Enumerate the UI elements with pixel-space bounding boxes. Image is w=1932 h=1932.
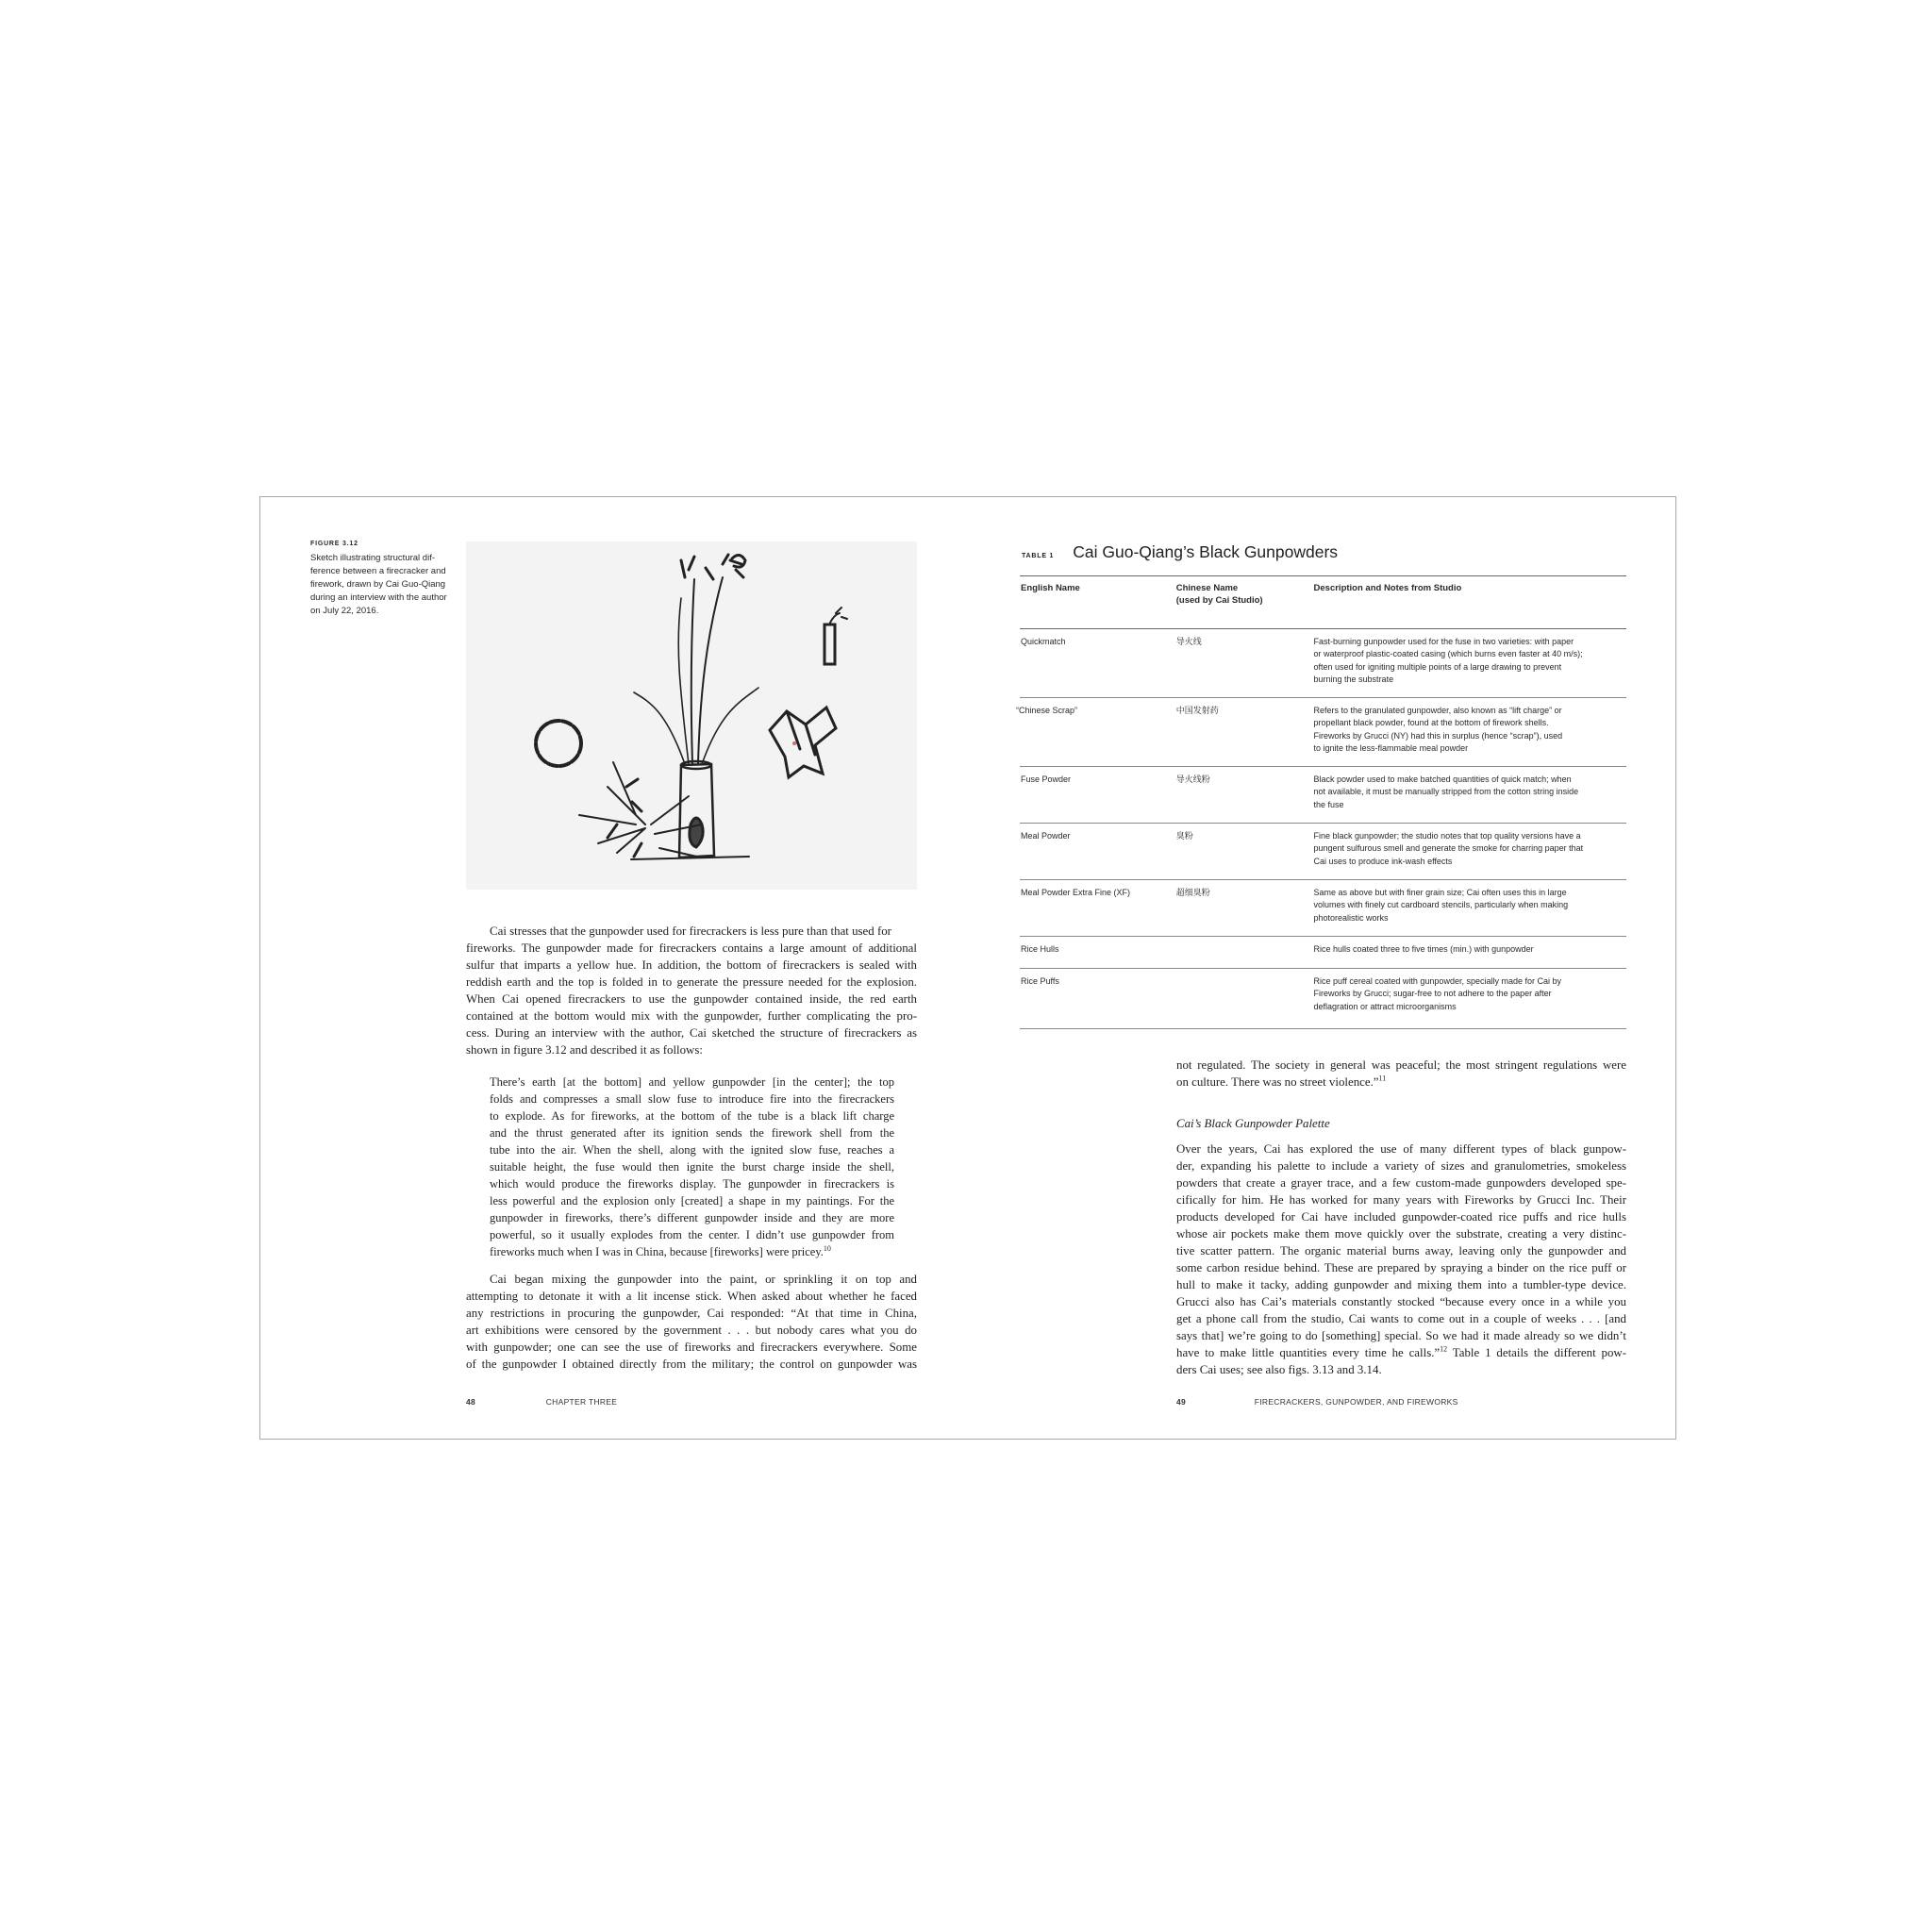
table-row xyxy=(1020,767,1626,824)
running-head: FIRECRACKERS, GUNPOWDER, AND FIREWORKS xyxy=(1254,1397,1458,1407)
text-line: reddish earth and the top is folded in to generate the pressure needed for the explosion. xyxy=(466,975,917,989)
english-name: Meal Powder xyxy=(1021,831,1071,841)
table-row xyxy=(1016,698,1626,767)
english-name: Quickmatch xyxy=(1021,637,1066,646)
text-line: fireworks. The gunpowder made for firecrackers contains a large amount of additional xyxy=(466,941,917,955)
text-line: art exhibitions were censored by the government . . . but nobody cares what you do xyxy=(466,1324,917,1337)
quote-line: suitable height, the fuse would then ignite the burst charge inside the shell, xyxy=(490,1160,894,1174)
chinese-name: 导火线粉 xyxy=(1175,774,1210,784)
text-line: cifically for him. He has worked for many years with Fireworks by Grucci Inc. Their xyxy=(1176,1193,1626,1207)
text-line: have to make little quantities every time he calls.” xyxy=(1176,1346,1441,1359)
table-label: TABLE 1 xyxy=(1022,553,1055,559)
text-line: ders Cai uses; see also figs. 3.13 and 3.14. xyxy=(1176,1363,1382,1376)
text-line: says that] we’re going to do [something] special. So we had it made already so we didn’t xyxy=(1176,1329,1626,1342)
text-line: Over the years, Cai has explored the use of many different types of black gunpow- xyxy=(1176,1142,1626,1156)
english-name: Rice Puffs xyxy=(1021,976,1059,986)
notes: Fine black gunpowder; the studio notes that top quality versions have a pungent sulfurous smell and generate the smoke for charring paper that Cai uses to produce ink-wash effects xyxy=(1313,831,1584,866)
column-header: English Name xyxy=(1021,583,1080,593)
text-line: contained at the bottom would mix with the gunpowder, further complicating the pro- xyxy=(466,1009,917,1023)
chinese-name: 中国发射药 xyxy=(1175,706,1219,715)
english-name: Meal Powder Extra Fine (XF) xyxy=(1021,888,1131,897)
english-name: Rice Hulls xyxy=(1021,944,1059,954)
text-line: Table 1 details the different pow- xyxy=(1447,1346,1627,1359)
gunpowder-table xyxy=(1016,575,1626,1029)
text-line: powders that create a grayer trace, and a few custom-made gunpowders developed spe- xyxy=(1176,1176,1626,1190)
caption-line: firework, drawn by Cai Guo-Qiang xyxy=(310,579,446,590)
quote-line: gunpowder in fireworks, there’s different gunpowder inside and they are more xyxy=(490,1211,894,1224)
text-line: cess. During an interview with the author, Cai sketched the structure of firecrackers as xyxy=(466,1026,917,1040)
sketch-drawing xyxy=(466,541,917,890)
table-row xyxy=(1020,969,1626,1029)
text-line: get a phone call from the studio, Cai wants to come out in a couple of weeks . . . [and xyxy=(1176,1312,1626,1325)
table-row xyxy=(1020,629,1626,698)
page-number: 48 xyxy=(466,1397,476,1407)
body-paragraph-2 xyxy=(466,1271,917,1373)
quote-line: tube into the air. When the shell, along with the ignited slow fuse, reaches a xyxy=(490,1143,894,1157)
table-row xyxy=(1020,824,1626,880)
text-line: attempting to detonate it with a lit incense stick. When asked about whether he faced xyxy=(466,1290,917,1303)
text-line: hull to make it tacky, adding gunpowder and mixing them into a tumbler-type device. xyxy=(1176,1278,1626,1291)
column-header: Chinese Name (used by Cai Studio) xyxy=(1175,583,1263,606)
text-line: Grucci also has Cai’s materials constantly stocked “because every once in a while you xyxy=(1176,1295,1626,1308)
notes: Same as above but with finer grain size; Cai often uses this in large volumes with finely cut cardboard stencils, particularly when making photorealistic works xyxy=(1313,888,1569,923)
text-line: not regulated. The society in general was peaceful; the most stringent regulations were xyxy=(1176,1058,1626,1072)
table-header-row xyxy=(1020,575,1626,629)
text-line: any restrictions in procuring the gunpowder, Cai responded: “At that time in China, xyxy=(466,1307,917,1320)
palette-paragraph xyxy=(1176,1141,1626,1378)
table-heading xyxy=(1022,542,1338,562)
text-line: whose air pockets make them move quickly over the substrate, creating a very distinc- xyxy=(1176,1227,1626,1241)
text-line: sulfur that imparts a yellow hue. In addition, the bottom of firecrackers is sealed with xyxy=(466,958,917,972)
section-subhead: Cai’s Black Gunpowder Palette xyxy=(1176,1117,1330,1130)
quote-line: and the thrust generated after its ignition sends the firework shell from the xyxy=(490,1126,894,1140)
footnote-ref: 10 xyxy=(823,1243,831,1253)
footnote-ref: 12 xyxy=(1440,1344,1448,1354)
caption-line: ference between a firecracker and xyxy=(310,566,446,576)
firecracker-sketch-image xyxy=(466,541,917,890)
quote-line: There’s earth [at the bottom] and yellow gunpowder [in the center]; the top xyxy=(490,1075,894,1089)
notes: Rice puff cereal coated with gunpowder, specially made for Cai by Fireworks by Grucci; sugar-free to not adhere to the paper after deflagration or attract microorganisms xyxy=(1313,976,1561,1011)
text-line: When Cai opened firecrackers to use the gunpowder contained inside, the red earth xyxy=(466,992,917,1006)
quote-line: which would produce the fireworks display. The gunpowder in firecrackers is xyxy=(490,1177,894,1191)
english-name: “Chinese Scrap” xyxy=(1016,706,1078,715)
notes: Fast-burning gunpowder used for the fuse in two varieties: with paper or waterproof plastic-coated casing (which burns even faster at 40 m/s); often used for igniting multiple points of a large drawing to prevent burning the substrate xyxy=(1313,637,1583,684)
quote-line: fireworks much when I was in China, because [fireworks] were pricey. xyxy=(490,1245,824,1258)
footnote-ref: 11 xyxy=(1378,1074,1387,1083)
table-row xyxy=(1020,937,1626,969)
notes: Rice hulls coated three to five times (min.) with gunpowder xyxy=(1313,944,1534,954)
text-line: with gunpowder; one can see the use of fireworks and firecrackers everywhere. Some xyxy=(466,1341,917,1354)
chinese-name xyxy=(1176,975,1314,1028)
text-line: shown in figure 3.12 and described it as follows: xyxy=(466,1043,703,1057)
notes: Refers to the granulated gunpowder, also known as “lift charge” or propellant black powder, found at the bottom of firework shells. Fireworks by Grucci (NY) had this in surplus (hence “scrap”), used to ignite the less-flammable meal powder xyxy=(1313,706,1563,753)
table-row xyxy=(1020,880,1626,937)
text-line: products developed for Cai have included gunpowder-coated rice puffs and rice hulls xyxy=(1176,1210,1626,1224)
english-name: Fuse Powder xyxy=(1021,774,1072,784)
table-title: Cai Guo-Qiang’s Black Gunpowders xyxy=(1073,542,1339,561)
text-line: of the gunpowder I obtained directly from the military; the control on gunpowder was xyxy=(466,1357,917,1371)
text-line: tive scatter pattern. The organic material burns away, leaving only the gunpowder and xyxy=(1176,1244,1626,1257)
caption-line: on July 22, 2016. xyxy=(310,606,379,616)
text-line: Cai stresses that the gunpowder used for firecrackers is less pure than that used for xyxy=(490,924,891,938)
page-number: 49 xyxy=(1176,1397,1187,1407)
caption-line: Sketch illustrating structural dif- xyxy=(310,553,435,563)
figure-caption xyxy=(310,538,450,618)
quote-line: folds and compresses a small slow fuse to introduce fire into the firecrackers xyxy=(490,1092,894,1106)
text-line-with-note xyxy=(1176,1344,1626,1361)
folio-right xyxy=(1176,1397,1458,1407)
chinese-name: 臭粉 xyxy=(1175,831,1193,841)
text-line: der, expanding his palette to include a variety of sizes and granulometries, smokeless xyxy=(1176,1159,1626,1173)
continuation-paragraph xyxy=(1176,1057,1626,1091)
text-line: Cai began mixing the gunpowder into the paint, or sprinkling it on top and xyxy=(490,1273,917,1286)
column-header: Description and Notes from Studio xyxy=(1313,583,1462,593)
figure-label: FIGURE 3.12 xyxy=(310,541,358,547)
chinese-name: 超细臭粉 xyxy=(1175,888,1210,897)
text-line: some carbon residue behind. These are prepared by spraying a binder on the rice puff or xyxy=(1176,1261,1626,1274)
text-last-line xyxy=(1176,1074,1626,1091)
text-line: on culture. There was no street violence.” xyxy=(1176,1075,1379,1089)
body-paragraph-1 xyxy=(466,923,917,1058)
chinese-name: 导火线 xyxy=(1175,637,1202,646)
chinese-name xyxy=(1176,943,1314,968)
running-head: CHAPTER THREE xyxy=(545,1397,618,1407)
notes: Black powder used to make batched quantities of quick match; when not available, it must be manually stripped from the cotton string inside the fuse xyxy=(1313,774,1579,809)
quote-last-line xyxy=(490,1243,894,1260)
block-quote xyxy=(490,1074,894,1260)
quote-line: less powerful and the explosion only [created] a shape in my paintings. For the xyxy=(490,1194,894,1208)
quote-line: powerful, so it usually explodes from the center. I didn’t use gunpowder from xyxy=(490,1228,894,1241)
quote-line: to explode. As for fireworks, at the bottom of the tube is a black lift charge xyxy=(490,1109,894,1123)
folio-left xyxy=(466,1397,617,1407)
caption-line: during an interview with the author xyxy=(310,592,447,603)
